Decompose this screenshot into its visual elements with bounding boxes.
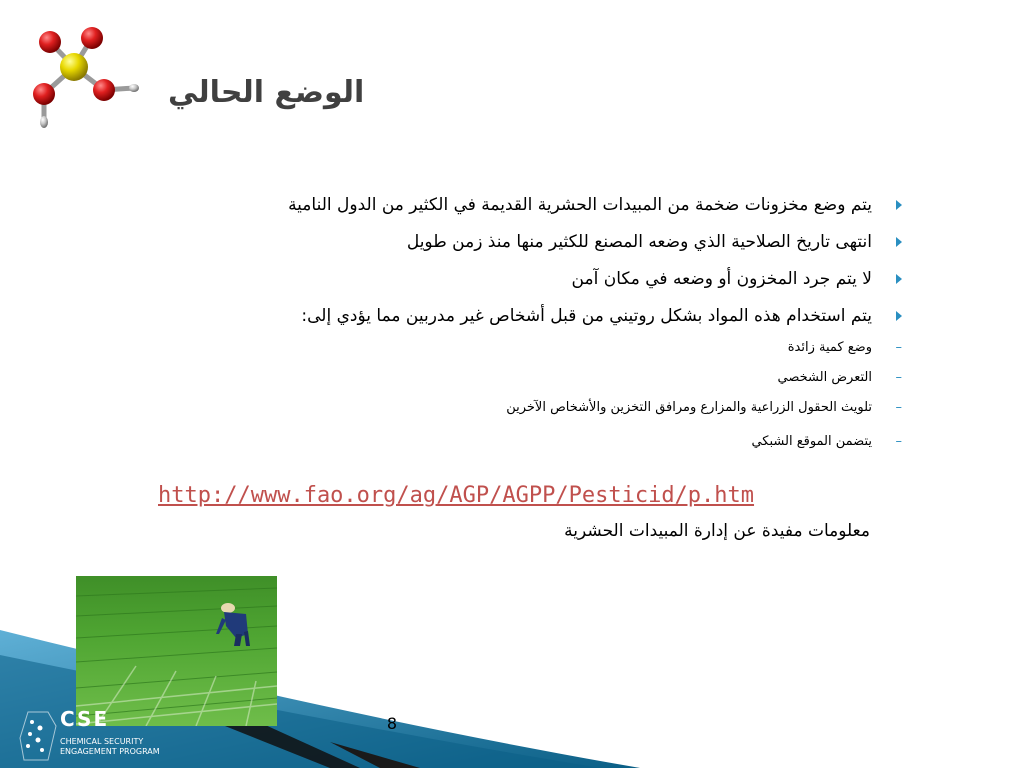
bullet-text: لا يتم جرد المخزون أو وضعه في مكان آمن bbox=[571, 269, 872, 289]
bullet-text: يتم استخدام هذه المواد بشكل روتيني من قبل أشخاص غير مدربين مما يؤدي إلى: bbox=[301, 306, 872, 326]
sub-bullet-text: تلويث الحقول الزراعية والمزارع ومرافق التخزين والأشخاص الآخرين bbox=[506, 400, 872, 415]
bullet-text: يتم وضع مخزونات ضخمة من المبيدات الحشرية القديمة في الكثير من الدول النامية bbox=[288, 195, 872, 215]
molecule-icon bbox=[22, 22, 142, 132]
triangle-bullet-icon bbox=[896, 311, 902, 321]
sub-bullet-list bbox=[140, 339, 902, 451]
sub-bullet-item bbox=[140, 369, 902, 387]
dash-bullet-icon: – bbox=[895, 370, 902, 385]
bullet-item bbox=[140, 269, 902, 289]
bullet-item bbox=[140, 306, 902, 326]
sub-bullet-item bbox=[140, 339, 902, 357]
sub-bullet-item bbox=[140, 433, 902, 451]
triangle-bullet-icon bbox=[896, 274, 902, 284]
dash-bullet-icon: – bbox=[895, 400, 902, 415]
cse-subtitle-line2: ENGAGEMENT PROGRAM bbox=[60, 747, 160, 756]
triangle-bullet-icon bbox=[896, 237, 902, 247]
fao-website-link[interactable]: http://www.fao.org/ag/AGP/AGPP/Pesticid/p.htm bbox=[158, 483, 755, 508]
sub-bullet-text: يتضمن الموقع الشبكي bbox=[751, 434, 872, 449]
bullet-list bbox=[140, 195, 902, 463]
triangle-bullet-icon bbox=[896, 200, 902, 210]
bullet-item bbox=[140, 232, 902, 252]
bullet-text: انتهى تاريخ الصلاحية الذي وضعه المصنع للكثير منها منذ زمن طويل bbox=[406, 232, 872, 252]
bullet-item bbox=[140, 195, 902, 215]
sub-bullet-text: التعرض الشخصي bbox=[777, 370, 872, 385]
link-description: معلومات مفيدة عن إدارة المبيدات الحشرية bbox=[564, 521, 870, 541]
dash-bullet-icon: – bbox=[895, 340, 902, 355]
cse-subtitle-line1: CHEMICAL SECURITY bbox=[60, 737, 144, 746]
page-title: الوضع الحالي bbox=[168, 75, 365, 110]
sub-bullet-text: وضع كمية زائدة bbox=[787, 340, 872, 355]
dash-bullet-icon: – bbox=[895, 434, 902, 449]
cse-logo-title: CSE bbox=[60, 707, 110, 731]
sub-bullet-item bbox=[140, 399, 902, 417]
page-number: 8 bbox=[386, 714, 398, 733]
rice-field-photo bbox=[76, 576, 277, 726]
cse-logo-subtitle bbox=[60, 737, 160, 757]
